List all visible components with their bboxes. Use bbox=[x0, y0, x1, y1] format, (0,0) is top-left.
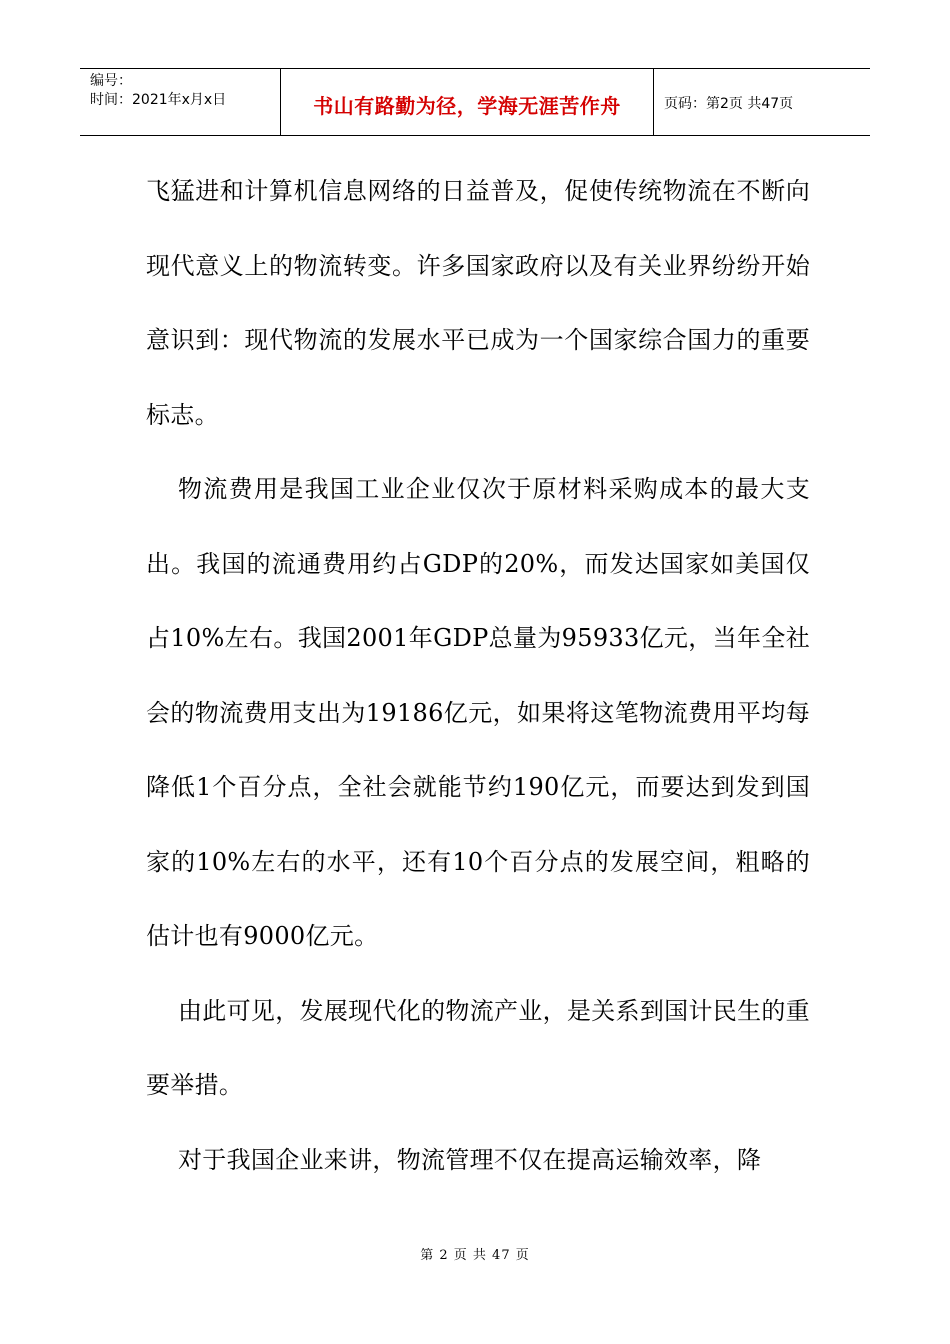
document-body bbox=[146, 154, 810, 1197]
page-header bbox=[80, 68, 870, 136]
time-label: 时间：2021年x月x日 bbox=[90, 92, 227, 108]
header-page-info: 页码：第2页 共47页 bbox=[664, 96, 794, 112]
paragraph-3: 由此可见，发展现代化的物流产业，是关系到国计民生的重要举措。 bbox=[146, 996, 810, 1099]
header-motto: 书山有路勤为径，学海无涯苦作舟 bbox=[281, 69, 654, 135]
header-meta bbox=[80, 69, 281, 135]
number-label: 编号： bbox=[90, 73, 132, 89]
paragraph-2: 物流费用是我国工业企业仅次于原材料采购成本的最大支出。我国的流通费用约占GDP的20%，而发达国家如美国仅占10%左右。我国2001年GDP总量为95933亿元，当年全社会的物流费用支出为19186亿元，如果将这笔物流费用平均每降低1个百分点，全社会就能节约190亿元，而要达到发到国家的10%左右的水平，还有10个百分点的发展空间，粗略的估计也有9000亿元。 bbox=[146, 475, 810, 950]
paragraph-4: 对于我国企业来讲，物流管理不仅在提高运输效率，降 bbox=[178, 1145, 762, 1174]
page-footer: 第 2 页 共 47 页 bbox=[420, 1248, 530, 1263]
paragraph-1: 飞猛进和计算机信息网络的日益普及，促使传统物流在不断向现代意义上的物流转变。许多国家政府以及有关业界纷纷开始意识到：现代物流的发展水平已成为一个国家综合国力的重要标志。 bbox=[146, 177, 810, 429]
